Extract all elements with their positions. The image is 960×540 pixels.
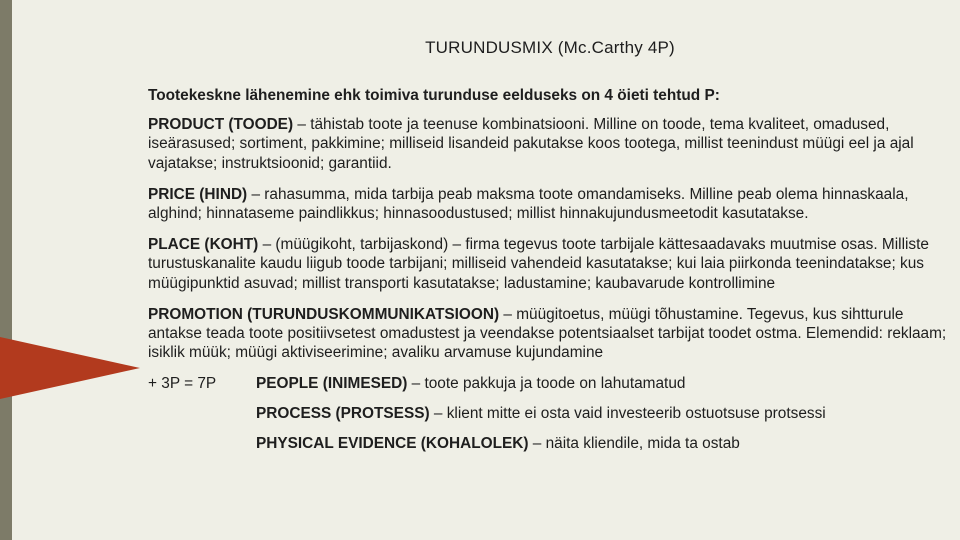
section-term: PROMOTION (TURUNDUSKOMMUNIKATSIOON) <box>148 305 500 323</box>
section-text: – rahasumma, mida tarbija peab maksma toote omandamiseks. Milline peab olema hinnaskaala, alghind; hinnataseme paindlikkus; hinnasoodustused; millist hinnakujundusmeetodit kasutatakse. <box>148 185 909 223</box>
section-text: – müügitoetus, müügi tõhustamine. Tegevus, kus sihtturule antakse teada toote positiivsetest omadustest ja veendakse potentsiaalset tarbijat toodet ostma. Elemendid: reklaam; isiklik müük; müügi aktiviseerimine; avaliku arvamuse kujundamine <box>148 305 947 362</box>
extra-text: – toote pakkuja ja toode on lahutamatud <box>407 375 686 393</box>
extra-item-people <box>256 374 958 393</box>
section-promotion <box>148 305 958 363</box>
extra-ps <box>148 374 958 463</box>
section-term: PRODUCT (TOODE) <box>148 116 294 134</box>
extra-term: PHYSICAL EVIDENCE (KOHALOLEK) <box>256 434 529 452</box>
extra-term: PEOPLE (INIMESED) <box>256 375 408 393</box>
left-decorative-bar <box>0 0 12 540</box>
section-text: – tähistab toote ja teenuse kombinatsiooni. Milline on toode, tema kvaliteet, omadused, iseärasused; sortiment, pakkimine; milliseid lisandeid pakutakse koos tootega, millist teenindust müügi eel ja ajal vajatakse; instruktsioonid; garantiid. <box>148 116 914 172</box>
section-term: PLACE (KOHT) <box>148 236 259 254</box>
section-price <box>148 185 958 223</box>
section-product <box>148 115 958 173</box>
extra-text: – näita kliendile, mida ta ostab <box>528 434 740 452</box>
accent-ribbon <box>0 337 140 399</box>
extra-label: + 3P = 7P <box>148 375 217 393</box>
section-place <box>148 235 958 293</box>
extra-list <box>256 374 958 463</box>
slide-content <box>148 86 958 464</box>
extra-term: PROCESS (PROTSESS) <box>256 405 430 423</box>
extra-item-physical-evidence <box>256 434 958 453</box>
slide-title: TURUNDUSMIX (Mc.Carthy 4P) <box>425 38 675 57</box>
extra-item-process <box>256 404 958 423</box>
section-term: PRICE (HIND) <box>148 185 248 203</box>
extra-text: – klient mitte ei osta vaid investeerib ostuotsuse protsessi <box>429 405 826 423</box>
intro-text: Tootekeskne lähenemine ehk toimiva turunduse eelduseks on 4 öieti tehtud P: <box>148 87 720 104</box>
section-text: – (müügikoht, tarbijaskond) – firma tegevus toote tarbijale kättesaadavaks muutmise osas. Milliste turustuskanalite kaudu liigub toode tarbijani; milliseid vahendeid kasutatakse; kui laia piirkonda teenindatakse; kus müügipunktid asuvad; millist transporti kasutatakse; ladustamine; kaubavarude kontrollimine <box>148 236 929 292</box>
